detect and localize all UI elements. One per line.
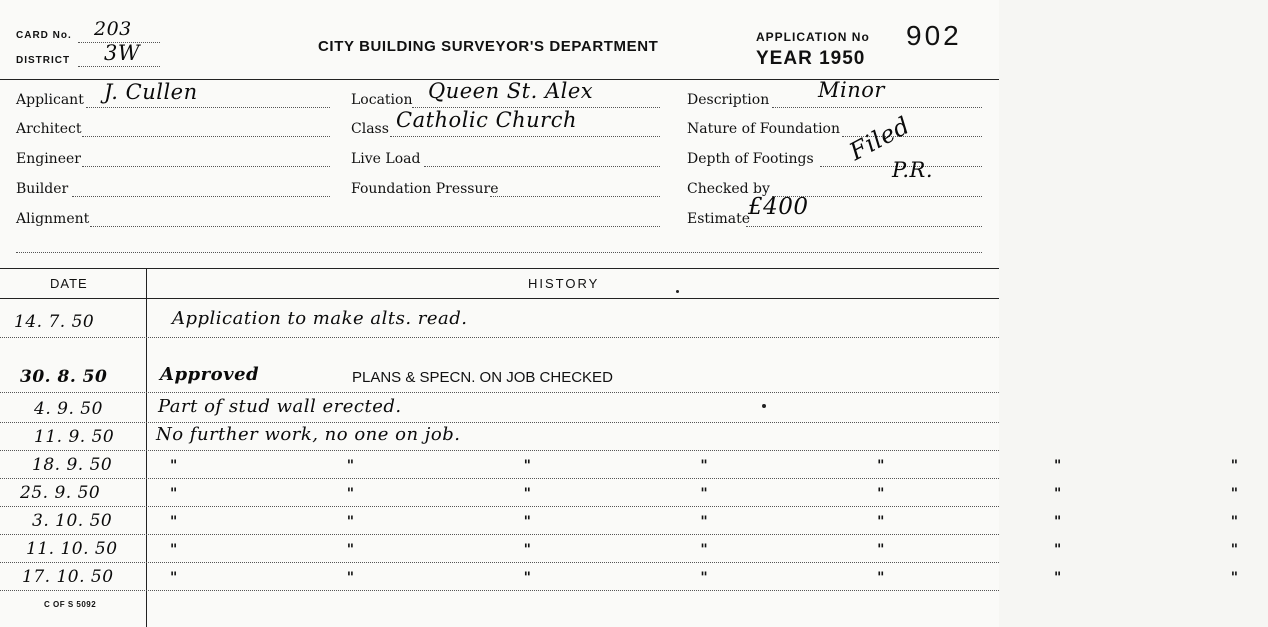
year-label: YEAR 1950 (756, 48, 866, 69)
applicant-value: J. Cullen (104, 80, 198, 104)
alignment-line (90, 226, 660, 227)
engineer-label: Engineer (16, 151, 81, 167)
history-column-header: HISTORY (528, 276, 600, 291)
builder-line (72, 196, 330, 197)
row-line (0, 337, 999, 338)
history-row-date: 17. 10. 50 (22, 567, 114, 587)
history-row-ditto: " " " " " " " (170, 570, 1268, 586)
history-row-date: 11. 10. 50 (26, 539, 118, 559)
ink-dot (762, 404, 766, 408)
applicant-line (86, 107, 330, 108)
class-value: Catholic Church (396, 108, 578, 132)
foundation-pressure-label: Foundation Pressure (351, 181, 499, 197)
history-row-ditto: " " " " " " " (170, 542, 1268, 558)
class-label: Class (351, 121, 389, 137)
filed-annotation: Filed (844, 111, 915, 166)
history-row-date: 30. 8. 50 (20, 367, 108, 387)
live-load-label: Live Load (351, 151, 421, 167)
applicant-label: Applicant (16, 92, 84, 108)
ink-dot (676, 290, 679, 293)
date-column-divider (146, 268, 147, 627)
history-row-date: 14. 7. 50 (14, 312, 95, 332)
location-label: Location (351, 92, 413, 108)
history-row-text: Application to make alts. read. (172, 308, 468, 329)
application-label: APPLICATION No (756, 30, 870, 44)
history-header-divider (0, 298, 999, 299)
row-line (0, 422, 999, 423)
history-row-text: Approved (160, 364, 260, 385)
department-title: CITY BUILDING SURVEYOR'S DEPARTMENT (318, 38, 659, 55)
history-row-ditto: " " " " " " " (170, 486, 1268, 502)
row-line (0, 590, 999, 591)
application-number: 902 (906, 20, 962, 51)
estimate-line (746, 226, 982, 227)
row-line (0, 478, 999, 479)
description-value: Minor (818, 78, 885, 102)
history-row-text: Part of stud wall erected. (158, 396, 402, 417)
history-row-date: 4. 9. 50 (34, 399, 103, 419)
card-no-value: 203 (94, 18, 132, 40)
history-row-ditto: " " " " " " " (170, 458, 1268, 474)
history-table-top-border (0, 268, 999, 269)
district-underline (78, 66, 160, 67)
estimate-label: Estimate (687, 211, 751, 227)
alignment-label: Alignment (16, 211, 90, 227)
date-column-header: DATE (50, 276, 88, 291)
checked-by-initials: P.R. (892, 158, 934, 182)
class-line (390, 136, 660, 137)
row-line (0, 534, 999, 535)
history-row-ditto: " " " " " " " (170, 514, 1268, 530)
row-line (0, 506, 999, 507)
nature-of-foundation-label: Nature of Foundation (687, 121, 840, 137)
checked-by-label: Checked by (687, 181, 770, 197)
foundation-pressure-line (490, 196, 660, 197)
location-value: Queen St. Alex (428, 79, 594, 103)
row-line (0, 450, 999, 451)
description-line (772, 107, 982, 108)
history-row-date: 3. 10. 50 (32, 511, 113, 531)
live-load-line (424, 166, 660, 167)
district-label: DISTRICT (16, 55, 71, 66)
engineer-line (82, 166, 330, 167)
depth-of-footings-label: Depth of Footings (687, 151, 814, 167)
history-row-text: No further work, no one on job. (156, 424, 461, 445)
row-line (0, 562, 999, 563)
history-row-date: 25. 9. 50 (20, 483, 101, 503)
form-code: C OF S 5092 (44, 600, 97, 609)
architect-line (82, 136, 330, 137)
history-row-typed-note: PLANS & SPECN. ON JOB CHECKED (352, 369, 613, 386)
district-value: 3W (104, 41, 140, 65)
fields-bottom-line (16, 252, 982, 253)
architect-label: Architect (16, 121, 82, 137)
builder-label: Builder (16, 181, 69, 197)
card-no-label: CARD No. (16, 30, 72, 41)
description-label: Description (687, 92, 770, 108)
history-row-date: 18. 9. 50 (32, 455, 113, 475)
estimate-value: £400 (748, 194, 809, 220)
history-row-date: 11. 9. 50 (34, 427, 115, 447)
row-line (0, 392, 999, 393)
